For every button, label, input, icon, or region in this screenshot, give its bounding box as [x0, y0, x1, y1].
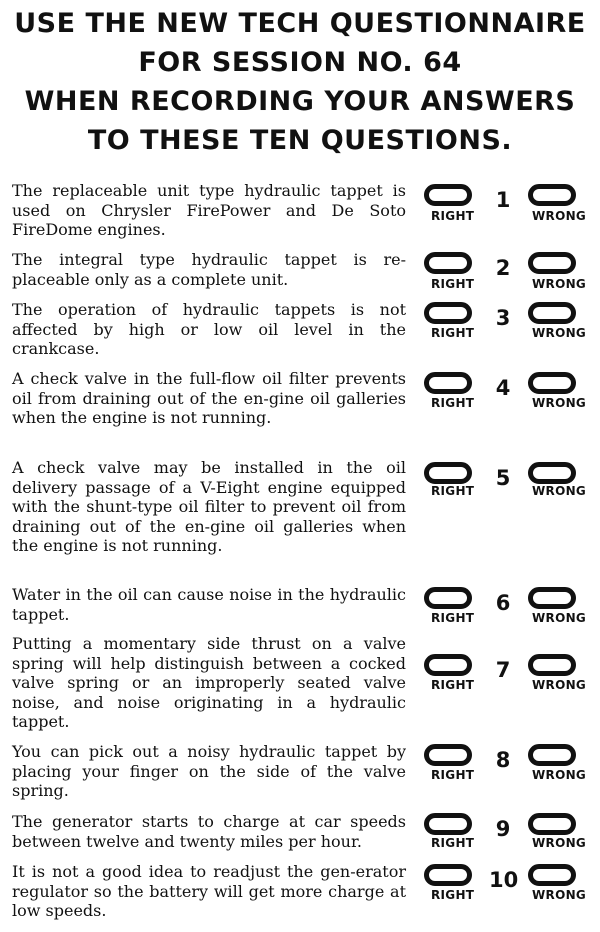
question-number: 3 — [495, 306, 511, 330]
right-label: RIGHT — [431, 277, 475, 291]
wrong-answer-oval[interactable] — [528, 462, 576, 484]
question-number: 5 — [495, 466, 511, 490]
right-answer-oval[interactable] — [424, 184, 472, 206]
right-answer-oval[interactable] — [424, 813, 472, 835]
question-text: A check valve may be installed in the oil delivery passage of a V-Eight engine equipped with the shunt-type oil filter to prevent oil from draining out of the en-gine oil galleries when the engine is not running. — [12, 458, 406, 555]
question-text: A check valve in the full-flow oil filter prevents oil from draining out of the en-gine oil galleries when the engine is not running. — [12, 369, 406, 427]
wrong-label: WRONG — [532, 768, 587, 782]
questionnaire-header — [0, 4, 600, 160]
wrong-answer-oval[interactable] — [528, 864, 576, 886]
wrong-answer-oval[interactable] — [528, 252, 576, 274]
right-label: RIGHT — [431, 611, 475, 625]
question-number: 8 — [495, 748, 511, 772]
question-text: The integral type hydraulic tappet is re-placeable only as a complete unit. — [12, 250, 406, 289]
right-label: RIGHT — [431, 326, 475, 340]
header-line-3: WHEN RECORDING YOUR ANSWERS — [24, 86, 576, 117]
right-label: RIGHT — [431, 209, 475, 223]
question-text: Water in the oil can cause noise in the hydraulic tappet. — [12, 585, 406, 624]
wrong-answer-oval[interactable] — [528, 813, 576, 835]
header-line-1: USE THE NEW TECH QUESTIONNAIRE — [14, 8, 586, 39]
header-line-2: FOR SESSION NO. 64 — [138, 47, 462, 78]
right-label: RIGHT — [431, 484, 475, 498]
right-label: RIGHT — [431, 836, 475, 850]
header-line-4: TO THESE TEN QUESTIONS. — [87, 125, 513, 156]
wrong-answer-oval[interactable] — [528, 184, 576, 206]
right-label: RIGHT — [431, 396, 475, 410]
right-answer-oval[interactable] — [424, 654, 472, 676]
wrong-answer-oval[interactable] — [528, 372, 576, 394]
wrong-label: WRONG — [532, 888, 587, 902]
question-text: The operation of hydraulic tappets is not affected by high or low oil level in the crankcase. — [12, 300, 406, 358]
right-answer-oval[interactable] — [424, 744, 472, 766]
right-label: RIGHT — [431, 888, 475, 902]
question-text: The generator starts to charge at car speeds between twelve and twenty miles per hour. — [12, 812, 406, 851]
question-number: 7 — [495, 658, 511, 682]
right-answer-oval[interactable] — [424, 864, 472, 886]
question-number: 9 — [495, 817, 511, 841]
wrong-answer-oval[interactable] — [528, 654, 576, 676]
wrong-label: WRONG — [532, 611, 587, 625]
question-text: Putting a momentary side thrust on a valve spring will help distinguish between a cocked valve spring or an improperly seated valve noise, and noise originating in a hydraulic tappet. — [12, 634, 406, 731]
wrong-label: WRONG — [532, 484, 587, 498]
question-number: 1 — [495, 188, 511, 212]
wrong-label: WRONG — [532, 209, 587, 223]
question-number: 10 — [489, 868, 519, 892]
right-answer-oval[interactable] — [424, 252, 472, 274]
right-answer-oval[interactable] — [424, 372, 472, 394]
question-text: It is not a good idea to readjust the gen-erator regulator so the battery will get more charge at low speeds. — [12, 862, 406, 920]
wrong-label: WRONG — [532, 836, 587, 850]
right-answer-oval[interactable] — [424, 302, 472, 324]
wrong-label: WRONG — [532, 326, 587, 340]
right-label: RIGHT — [431, 678, 475, 692]
wrong-label: WRONG — [532, 277, 587, 291]
question-text: You can pick out a noisy hydraulic tappet by placing your finger on the side of the valve spring. — [12, 742, 406, 800]
question-number: 2 — [495, 256, 511, 280]
question-text: The replaceable unit type hydraulic tappet is used on Chrysler FirePower and De Soto FireDome engines. — [12, 181, 406, 239]
right-answer-oval[interactable] — [424, 462, 472, 484]
wrong-label: WRONG — [532, 678, 587, 692]
wrong-answer-oval[interactable] — [528, 744, 576, 766]
wrong-answer-oval[interactable] — [528, 302, 576, 324]
question-number: 4 — [495, 376, 511, 400]
question-number: 6 — [495, 591, 511, 615]
right-answer-oval[interactable] — [424, 587, 472, 609]
wrong-answer-oval[interactable] — [528, 587, 576, 609]
right-label: RIGHT — [431, 768, 475, 782]
wrong-label: WRONG — [532, 396, 587, 410]
